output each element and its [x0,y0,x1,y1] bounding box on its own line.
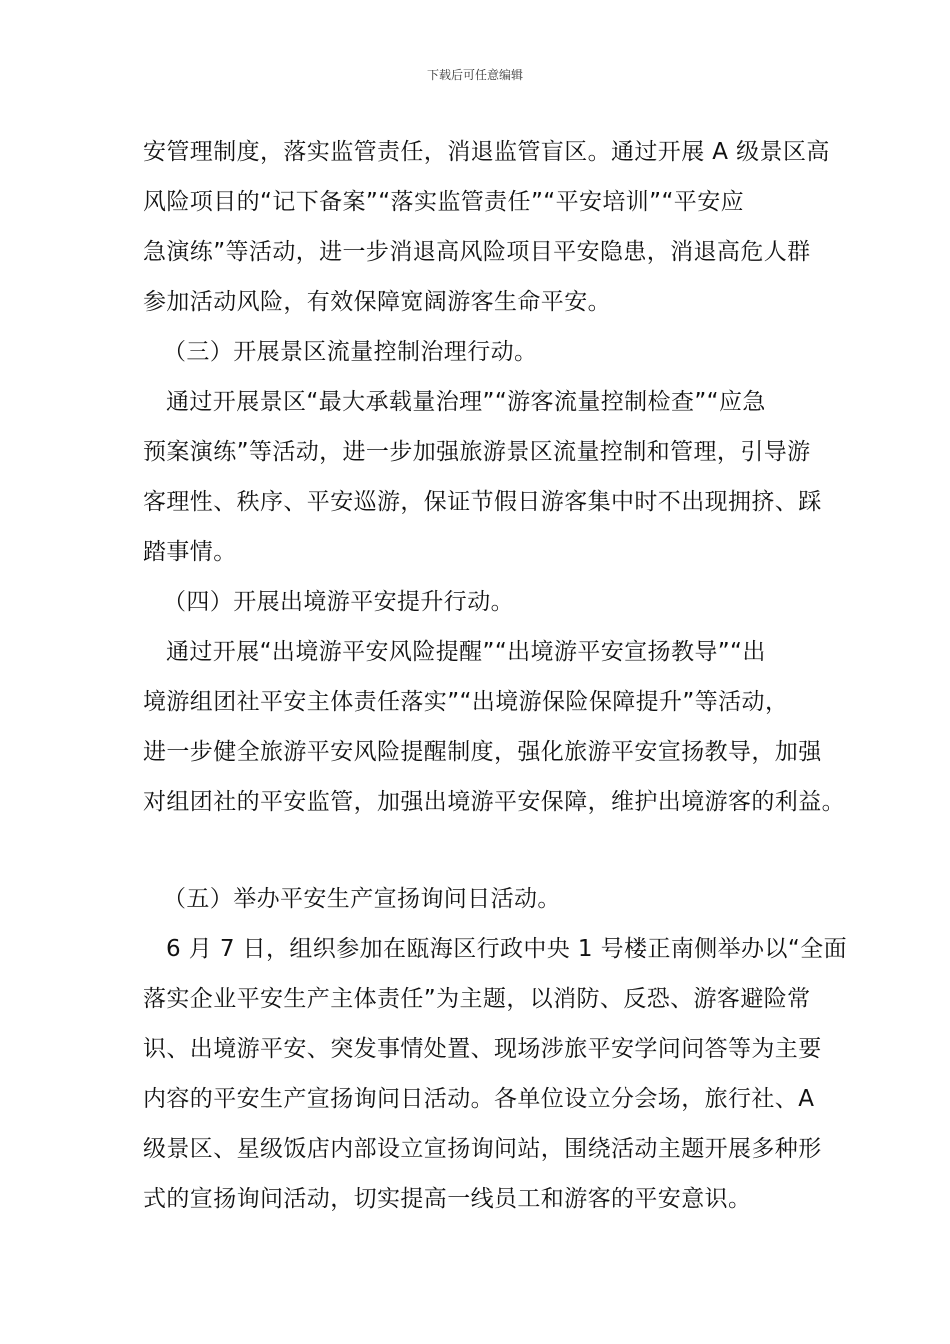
paragraph-line: 安管理制度，落实监管责任，消退监管盲区。通过开展 A 级景区高 [143,139,830,165]
paragraph-line: 落实企业平安生产主体责任”为主题，以消防、反恐、游客避险常 [143,986,811,1012]
paragraph-line: 识、出境游平安、突发事情处置、现场涉旅平安学问问答等为主要 [143,1036,822,1062]
paragraph-line: 通过开展景区“最大承载量治理”“游客流量控制检查”“应急 [166,389,766,415]
section-heading: （五）举办平安生产宣扬询问日活动。 [163,886,561,912]
paragraph-line: 境游组团社平安主体责任落实”“出境游保险保障提升”等活动， [143,689,789,715]
paragraph-line: 内容的平安生产宣扬询问日活动。各单位设立分会场，旅行社、A [143,1086,815,1112]
paragraph-line: 通过开展“出境游平安风险提醒”“出境游平安宣扬教导”“出 [166,639,766,665]
paragraph-line: 对组团社的平安监管，加强出境游平安保障，维护出境游客的利益。 [143,789,845,815]
paragraph-line: 客理性、秩序、平安巡游，保证节假日游客集中时不出现拥挤、踩 [143,489,822,515]
paragraph-line: 预案演练”等活动，进一步加强旅游景区流量控制和管理，引导游 [143,439,811,465]
paragraph-line: 踏事情。 [143,539,237,565]
section-heading: （四）开展出境游平安提升行动。 [163,589,514,615]
paragraph-line: 参加活动风险，有效保障宽阔游客生命平安。 [143,289,611,315]
paragraph-line: 进一步健全旅游平安风险提醒制度，强化旅游平安宣扬教导，加强 [143,739,822,765]
paragraph-line: 式的宣扬询问活动，切实提高一线员工和游客的平安意识。 [143,1186,752,1212]
paragraph-line: 风险项目的“记下备案”“落实监管责任”“平安培训”“平安应 [143,189,745,215]
paragraph-line: 级景区、星级饭店内部设立宣扬询问站，围绕活动主题开展多种形 [143,1136,822,1162]
paragraph-line: 6 月 7 日，组织参加在瓯海区行政中央 1 号楼正南侧举办以“全面 [166,936,847,962]
section-heading: （三）开展景区流量控制治理行动。 [163,339,538,365]
paragraph-line: 急演练”等活动，进一步消退高风险项目平安隐患，消退高危人群 [143,239,811,265]
page-header: 下载后可任意编辑 [426,68,523,82]
